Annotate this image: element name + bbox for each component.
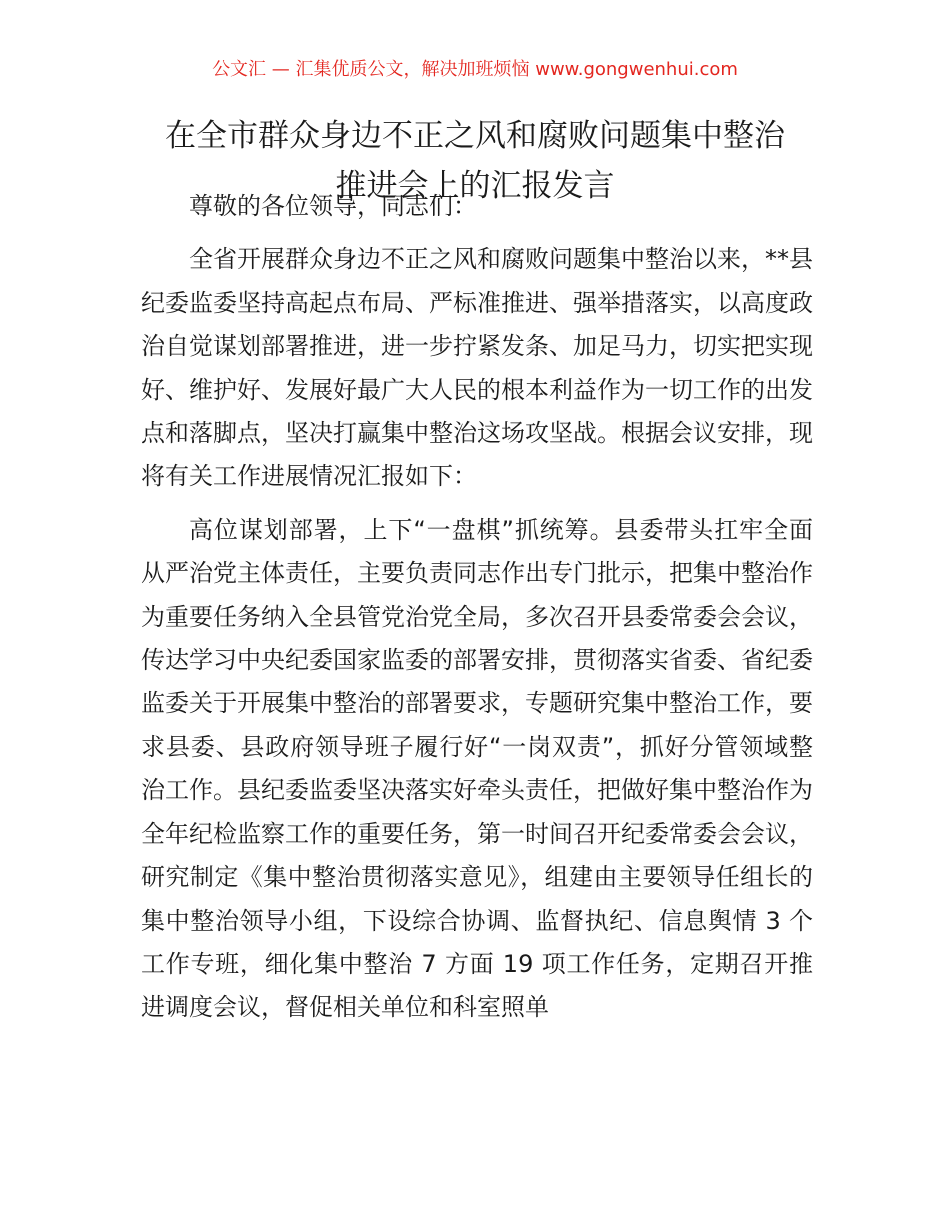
paragraph-planning: 高位谋划部署，上下“一盘棋”抓统筹。县委带头扛牢全面从严治党主体责任，主要负责同志作出专门批示，把集中整治作为重要任务纳入全县管党治党全局，多次召开县委常委会会议，传达学习中央纪委国家监委的部署安排，贯彻落实省委、省纪委监委关于开展集中整治的部署要求，专题研究集中整治工作，要求县委、县政府领导班子履行好“一岗双责”，抓好分管领域整治工作。县纪委监委坚决落实好牵头责任，把做好集中整治作为全年纪检监察工作的重要任务，第一时间召开纪委常委会会议，研究制定《集中整治贯彻落实意见》，组建由主要领导任组长的集中整治领导小组，下设综合协调、监督执纪、信息舆情 3 个工作专班，细化集中整治 7 方面 19 项工作任务，定期召开推进调度会议，督促相关单位和科室照单: [141, 515, 813, 1022]
title-line-1: 在全市群众身边不正之风和腐败问题集中整治: [165, 118, 785, 154]
document-body: [141, 185, 813, 1040]
site-header: 公文汇 — 汇集优质公文，解决加班烦恼 www.gongwenhui.com: [212, 59, 738, 80]
title-line-2: 推进会上的汇报发言: [335, 168, 615, 204]
salutation: 尊敬的各位领导，同志们：: [189, 192, 477, 220]
paragraph-intro: 全省开展群众身边不正之风和腐败问题集中整治以来，**县纪委监委坚持高起点布局、严标准推进、强举措落实，以高度政治自觉谋划部署推进，进一步拧紧发条、加足马力，切实把实现好、维护好、发展好最广大人民的根本利益作为一切工作的出发点和落脚点，坚决打赢集中整治这场攻坚战。根据会议安排，现将有关工作进展情况汇报如下：: [141, 245, 813, 491]
